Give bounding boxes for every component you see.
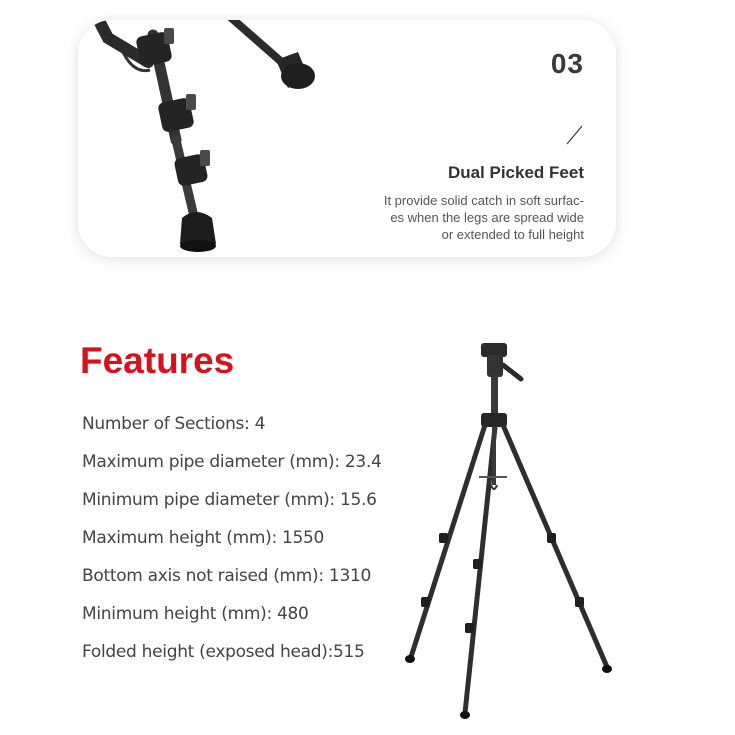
description-line: or extended to full height: [441, 227, 584, 242]
spec-list: [82, 414, 412, 680]
spec-item: Maximum height (mm): 1550: [82, 528, 325, 548]
spec-item: Number of Sections: 4: [82, 414, 266, 434]
spec-item: Maximum pipe diameter (mm): 23.4: [82, 452, 382, 472]
tripod-leg-closeup-image: [78, 20, 338, 257]
step-number: 03: [550, 48, 584, 79]
tripod-product-image: [395, 335, 625, 725]
spec-item: Minimum height (mm): 480: [82, 604, 309, 624]
features-heading: Features: [80, 340, 235, 381]
feature-card: [78, 20, 616, 257]
spec-item: Minimum pipe diameter (mm): 15.6: [82, 490, 377, 510]
spec-item: Folded height (exposed head):515: [82, 642, 365, 662]
description-line: es when the legs are spread wide: [390, 210, 584, 225]
feature-title: Dual Picked Feet: [447, 163, 584, 182]
feature-description: [324, 192, 584, 243]
slash-divider-icon: [564, 124, 584, 146]
spec-item: Bottom axis not raised (mm): 1310: [82, 566, 371, 586]
description-line: It provide solid catch in soft surfac-: [383, 193, 584, 208]
